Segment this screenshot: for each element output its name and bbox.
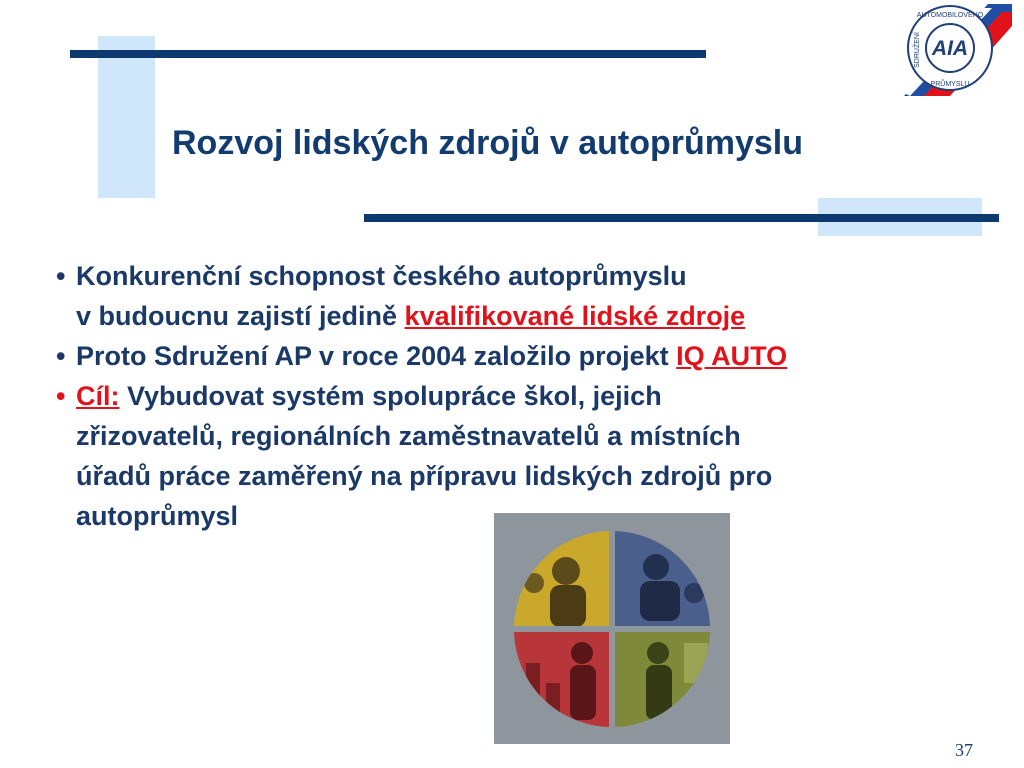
highlight-text: IQ AUTO bbox=[676, 341, 788, 371]
decorative-top-line bbox=[70, 50, 706, 58]
bullet-dot: • bbox=[56, 341, 66, 371]
bullet-text: Vybudovat systém spolupráce škol, jejich bbox=[119, 381, 662, 411]
photo-collage bbox=[494, 513, 730, 744]
page-number: 37 bbox=[955, 740, 973, 760]
bullet-dot: • bbox=[56, 261, 66, 291]
bullet-text: Konkurenční schopnost českého autoprůmyslu bbox=[76, 261, 687, 291]
slide-title: Rozvoj lidských zdrojů v autoprůmyslu bbox=[172, 124, 803, 162]
bullet-text: úřadů práce zaměřený na přípravu lidských zdrojů pro bbox=[76, 461, 773, 491]
bullet-text: zřizovatelů, regionálních zaměstnavatelů a místních bbox=[76, 421, 741, 451]
bullet-item bbox=[56, 376, 1016, 536]
logo-text-top: AUTOMOBILOVÉHO bbox=[916, 12, 984, 19]
logo-abbr: AIA bbox=[931, 37, 969, 60]
bullet-text: Proto Sdružení AP v roce 2004 založilo projekt bbox=[76, 341, 677, 371]
highlight-text: kvalifikované lidské zdroje bbox=[404, 301, 746, 331]
goal-label: Cíl: bbox=[76, 381, 120, 411]
bullet-dot: • bbox=[56, 381, 66, 411]
bullet-text: v budoucnu zajistí jedině bbox=[76, 301, 405, 331]
bullet-item bbox=[56, 336, 1016, 376]
bullet-item bbox=[56, 256, 1016, 336]
logo-text-left: SDRUŽENÍ bbox=[914, 32, 921, 68]
decorative-vertical-bar bbox=[98, 36, 155, 198]
bullet-text: autoprůmysl bbox=[76, 501, 239, 531]
logo-text-bottom: PRŮMYSLU bbox=[930, 81, 970, 88]
bullet-list bbox=[56, 256, 1016, 536]
aia-logo bbox=[900, 4, 1012, 96]
decorative-bottom-line bbox=[364, 214, 999, 222]
